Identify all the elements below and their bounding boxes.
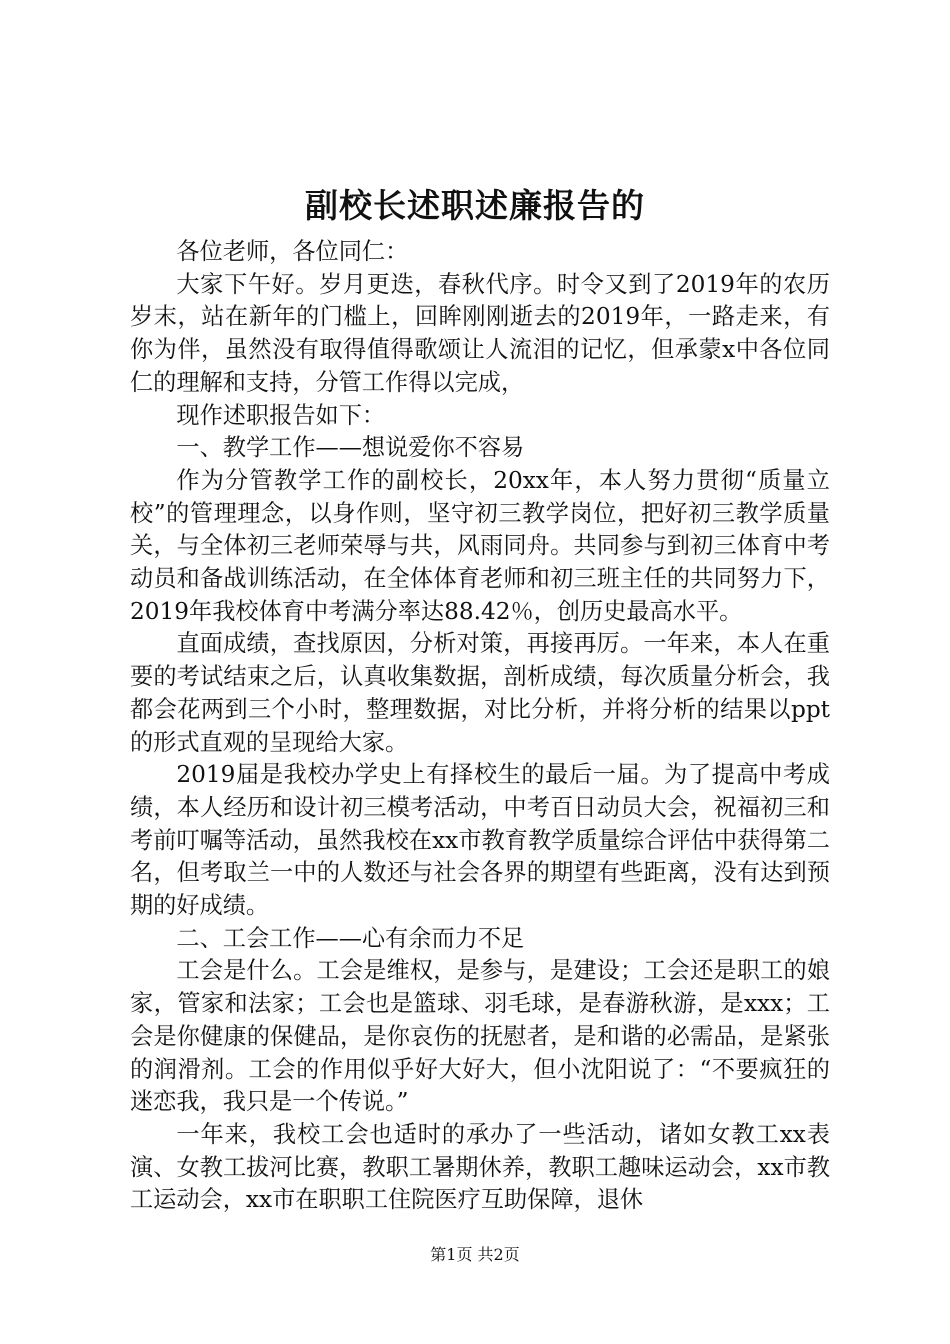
paragraph: 2019届是我校办学史上有择校生的最后一届。为了提高中考成绩，本人经历和设计初三模考活动，中考百日动员大会，祝福初三和考前叮嘱等活动，虽然我校在xx市教育教学质量综合评估中获得第二名，但考取兰一中的人数还与社会各界的期望有些距离，没有达到预期的好成绩。 (130, 761, 830, 920)
paragraph: 直面成绩，查找原因，分析对策，再接再厉。一年来，本人在重要的考试结束之后，认真收集数据，剖析成绩，每次质量分析会，我都会花两到三个小时，整理数据，对比分析，并将分析的结果以ppt的形式直观的呈现给大家。 (130, 630, 830, 756)
paragraph: 现作述职报告如下： (176, 401, 386, 429)
page-number-footer: 第1页 共2页 (430, 1245, 520, 1264)
document-title: 副校长述职述廉报告的 (305, 186, 645, 225)
paragraph: 工会是什么。工会是维权，是参与，是建设；工会还是职工的娘家，管家和法家；工会也是篮球、羽毛球，是春游秋游，是xxx；工会是你健康的保健品，是你哀伤的抚慰者，是和谐的必需品，是紧张的润滑剂。工会的作用似乎好大好大，但小沈阳说了：“不要疯狂的迷恋我，我只是一个传说。” (130, 957, 830, 1116)
section-heading-teaching: 一、教学工作——想说爱你不容易 (176, 434, 525, 462)
paragraph: 一年来，我校工会也适时的承办了一些活动，诸如女教工xx表演、女教工拔河比赛，教职工暑期休养，教职工趣味运动会，xx市教工运动会，xx市在职职工住院医疗互助保障，退休 (130, 1120, 830, 1214)
paragraph: 大家下午好。岁月更迭，春秋代序。时令又到了2019年的农历岁末，站在新年的门槛上，回眸刚刚逝去的2019年，一路走来，有你为伴，虽然没有取得值得歌颂让人流泪的记忆，但承蒙x中各位同仁的理解和支持，分管工作得以完成， (130, 270, 830, 396)
paragraph: 作为分管教学工作的副校长，20xx年，本人努力贯彻“质量立校”的管理理念，以身作则，坚守初三教学岗位，把好初三教学质量关，与全体初三老师荣辱与共，风雨同舟。共同参与到初三体育中考动员和备战训练活动，在全体体育老师和初三班主任的共同努力下，2019年我校体育中考满分率达88.42％，创历史最高水平。 (130, 466, 830, 625)
document-body (130, 236, 830, 1217)
paragraph-greeting: 各位老师，各位同仁： (176, 238, 409, 265)
section-heading-union: 二、工会工作——心有余而力不足 (176, 924, 525, 952)
